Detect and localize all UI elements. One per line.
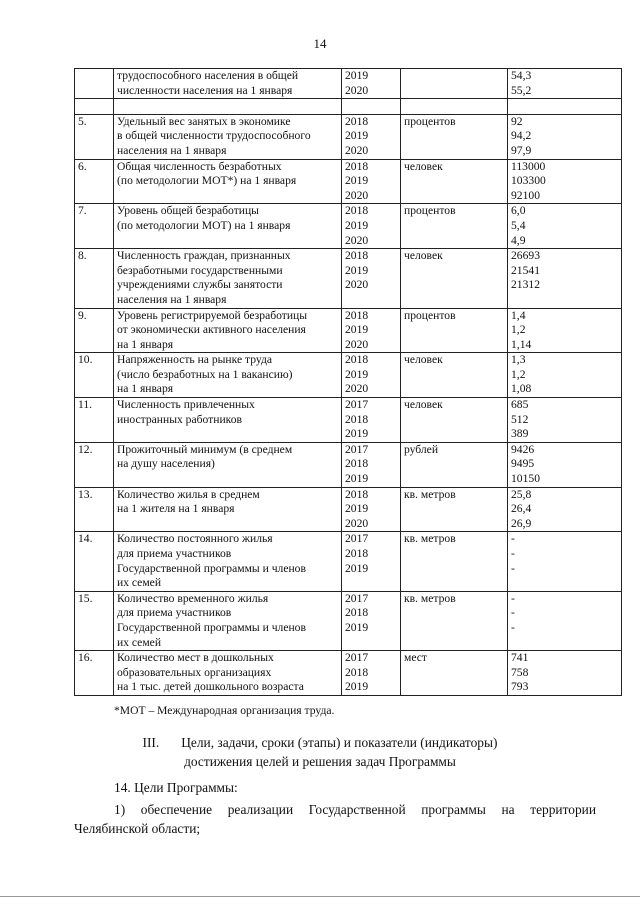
indicator-values-line: 389 bbox=[511, 427, 529, 441]
row-number bbox=[75, 69, 114, 99]
indicator-years-line: 2018 bbox=[345, 665, 369, 679]
goal-item-1: 1) обеспечение реализации Государственной программы на территории Челябинской области; bbox=[74, 802, 596, 836]
indicator-values-line bbox=[511, 99, 618, 114]
indicator-values bbox=[508, 398, 622, 443]
indicator-values-line: - bbox=[511, 532, 515, 546]
indicator-years-line: 2018 bbox=[345, 487, 369, 501]
indicator-values-line: 741 bbox=[511, 651, 529, 665]
indicator-years-line: 2020 bbox=[345, 516, 369, 530]
indicator-name-line: образовательных организациях bbox=[117, 665, 272, 679]
table-row bbox=[75, 204, 622, 249]
table-row bbox=[75, 99, 622, 115]
indicator-unit bbox=[401, 69, 508, 99]
indicator-name-line: Удельный вес занятых в экономике bbox=[117, 114, 291, 128]
indicator-years-line: 2018 bbox=[345, 547, 369, 560]
indicator-values-line: 9495 bbox=[511, 457, 535, 471]
indicator-name-line: учреждениями службы занятости bbox=[117, 278, 283, 292]
indicator-unit: мест bbox=[401, 651, 508, 696]
indicator-values-line: 512 bbox=[511, 412, 529, 426]
section-title-line-2: достижения целей и решения задач Программы bbox=[184, 754, 456, 769]
indicator-values bbox=[508, 249, 622, 308]
indicator-years-line: 2019 bbox=[345, 69, 369, 82]
indicator-name-line: (по методологии МОТ) на 1 января bbox=[117, 218, 291, 232]
indicator-years-line bbox=[345, 99, 397, 114]
indicator-values-line: 1,2 bbox=[511, 323, 526, 337]
row-number: 5. bbox=[75, 114, 114, 159]
indicator-years-line: 2019 bbox=[345, 323, 369, 337]
table-row bbox=[75, 249, 622, 308]
indicator-name bbox=[114, 398, 342, 443]
indicator-name bbox=[114, 308, 342, 353]
table-row bbox=[75, 398, 622, 443]
indicator-years-line: 2018 bbox=[345, 114, 369, 128]
indicator-years-line: 2020 bbox=[345, 188, 369, 202]
row-number: 13. bbox=[75, 487, 114, 532]
indicator-name-line: их семей bbox=[117, 576, 162, 590]
indicator-years-line: 2018 bbox=[345, 308, 369, 322]
table-row bbox=[75, 487, 622, 532]
indicator-values bbox=[508, 159, 622, 204]
indicator-unit: процентов bbox=[401, 114, 508, 159]
indicator-name-line: на душу населения) bbox=[117, 457, 215, 471]
row-number: 12. bbox=[75, 442, 114, 487]
indicator-values-line: 25,8 bbox=[511, 487, 532, 501]
indicator-years-line: 2018 bbox=[345, 606, 369, 620]
indicator-name-line: для приема участников bbox=[117, 547, 232, 560]
indicator-years bbox=[342, 308, 401, 353]
indicator-unit: человек bbox=[401, 353, 508, 398]
indicator-name-line: Количество жилья в среднем bbox=[117, 487, 260, 501]
table-row bbox=[75, 353, 622, 398]
indicator-name-line: населения на 1 января bbox=[117, 143, 227, 157]
indicator-values-line: 1,08 bbox=[511, 382, 532, 396]
row-number: 10. bbox=[75, 353, 114, 398]
indicator-name-line: на 1 января bbox=[117, 337, 174, 351]
indicator-name bbox=[114, 69, 342, 99]
indicator-name-line: на 1 жителя на 1 января bbox=[117, 502, 235, 516]
indicator-values-line: 55,2 bbox=[511, 83, 532, 97]
indicator-years-line: 2020 bbox=[345, 337, 369, 351]
indicator-values-line: 685 bbox=[511, 398, 529, 412]
row-number: 8. bbox=[75, 249, 114, 308]
indicator-values-line: 26693 bbox=[511, 249, 540, 263]
indicator-values-line: 1,14 bbox=[511, 337, 532, 351]
indicator-years-line: 2018 bbox=[345, 204, 369, 218]
indicator-years-line: 2017 bbox=[345, 591, 369, 605]
indicator-years-line: 2019 bbox=[345, 620, 369, 634]
section-heading-line-1 bbox=[0, 733, 640, 752]
indicator-name-line bbox=[117, 99, 338, 114]
indicator-years bbox=[342, 204, 401, 249]
indicator-values-line: 92100 bbox=[511, 188, 540, 202]
indicator-values-line: 793 bbox=[511, 680, 529, 694]
table-row bbox=[75, 442, 622, 487]
indicator-years bbox=[342, 532, 401, 591]
indicator-years-line: 2020 bbox=[345, 382, 369, 396]
indicator-values bbox=[508, 487, 622, 532]
indicator-name bbox=[114, 204, 342, 249]
indicator-years bbox=[342, 69, 401, 99]
indicator-name-line: от экономически активного населения bbox=[117, 323, 306, 337]
section-title-line-1: Цели, задачи, сроки (этапы) и показатели (индикаторы) bbox=[181, 735, 498, 750]
indicator-years-line: 2017 bbox=[345, 398, 369, 412]
indicator-values bbox=[508, 114, 622, 159]
indicator-unit: процентов bbox=[401, 308, 508, 353]
indicator-years-line: 2018 bbox=[345, 457, 369, 471]
indicator-values bbox=[508, 99, 622, 115]
table-row bbox=[75, 591, 622, 650]
indicator-values bbox=[508, 442, 622, 487]
row-number bbox=[75, 99, 114, 115]
indicator-unit: процентов bbox=[401, 204, 508, 249]
indicator-years-line: 2018 bbox=[345, 353, 369, 367]
indicator-years bbox=[342, 114, 401, 159]
table-row bbox=[75, 651, 622, 696]
row-number: 15. bbox=[75, 591, 114, 650]
footnote: *МОТ – Международная организация труда. bbox=[114, 704, 335, 717]
indicator-years-line: 2020 bbox=[345, 83, 369, 97]
indicator-years-line: 2017 bbox=[345, 651, 369, 665]
indicator-name-line: Напряженность на рынке труда bbox=[117, 353, 272, 367]
table-row bbox=[75, 532, 622, 591]
indicator-values-line: 10150 bbox=[511, 472, 540, 486]
indicator-unit: человек bbox=[401, 249, 508, 308]
indicator-unit: человек bbox=[401, 159, 508, 204]
indicator-years-line: 2019 bbox=[345, 218, 369, 232]
indicator-name-line: Прожиточный минимум (в среднем bbox=[117, 442, 293, 456]
indicator-name-line: на 1 января bbox=[117, 382, 174, 396]
indicator-unit: кв. метров bbox=[401, 532, 508, 591]
page-number: 14 bbox=[313, 36, 327, 51]
indicator-values-line: 21312 bbox=[511, 278, 540, 292]
indicator-unit: кв. метров bbox=[401, 591, 508, 650]
indicator-years-line: 2019 bbox=[345, 561, 369, 575]
indicator-name-line: Уровень общей безработицы bbox=[117, 204, 259, 218]
indicator-name-line: численности населения на 1 января bbox=[117, 83, 293, 97]
indicator-years bbox=[342, 487, 401, 532]
indicator-years-line: 2019 bbox=[345, 174, 369, 188]
indicator-values-line: 4,9 bbox=[511, 233, 526, 247]
row-number: 16. bbox=[75, 651, 114, 696]
indicator-values-line: 6,0 bbox=[511, 204, 526, 218]
indicator-unit: кв. метров bbox=[401, 487, 508, 532]
indicator-years-line: 2019 bbox=[345, 427, 369, 441]
indicator-values-line: - bbox=[511, 620, 515, 634]
indicator-years bbox=[342, 353, 401, 398]
indicator-years-line: 2020 bbox=[345, 278, 369, 292]
indicator-years-line: 2019 bbox=[345, 367, 369, 381]
row-number: 14. bbox=[75, 532, 114, 591]
indicator-years-line: 2019 bbox=[345, 680, 369, 694]
indicator-name bbox=[114, 651, 342, 696]
indicator-years-line: 2019 bbox=[345, 472, 369, 486]
indicator-years bbox=[342, 591, 401, 650]
indicator-values bbox=[508, 651, 622, 696]
indicator-values-line: 5,4 bbox=[511, 218, 526, 232]
indicator-name bbox=[114, 532, 342, 591]
indicator-values-line: 113000 bbox=[511, 159, 546, 173]
section-number: III. bbox=[142, 735, 160, 750]
indicator-values-line: 94,2 bbox=[511, 129, 532, 143]
indicator-name bbox=[114, 442, 342, 487]
indicator-values-line: - bbox=[511, 561, 515, 575]
indicator-years-line: 2019 bbox=[345, 502, 369, 516]
indicator-values bbox=[508, 591, 622, 650]
indicator-years bbox=[342, 651, 401, 696]
indicator-values-line: 1,2 bbox=[511, 367, 526, 381]
indicator-years-line: 2017 bbox=[345, 532, 369, 546]
indicator-values-line: - bbox=[511, 606, 515, 620]
table-row bbox=[75, 69, 622, 99]
indicator-name-line: трудоспособного населения в общей bbox=[117, 69, 299, 82]
indicator-name-line: Численность граждан, признанных bbox=[117, 249, 291, 263]
indicator-values-line: - bbox=[511, 547, 515, 560]
indicator-years-line: 2020 bbox=[345, 233, 369, 247]
indicator-name bbox=[114, 353, 342, 398]
indicator-name-line: на 1 тыс. детей дошкольного возраста bbox=[117, 680, 304, 694]
indicator-name-line: (по методологии МОТ*) на 1 января bbox=[117, 174, 297, 188]
indicator-years bbox=[342, 99, 401, 115]
row-number: 9. bbox=[75, 308, 114, 353]
indicator-values-line: 92 bbox=[511, 114, 523, 128]
indicator-years-line: 2019 bbox=[345, 263, 369, 277]
indicator-name-line: Государственной программы и членов bbox=[117, 620, 306, 634]
indicator-years bbox=[342, 249, 401, 308]
indicator-name bbox=[114, 487, 342, 532]
table-row bbox=[75, 114, 622, 159]
row-number: 6. bbox=[75, 159, 114, 204]
indicator-values-line: 26,4 bbox=[511, 502, 532, 516]
indicator-values bbox=[508, 353, 622, 398]
indicator-name-line: Общая численность безработных bbox=[117, 159, 282, 173]
indicator-name-line: Количество постоянного жилья bbox=[117, 532, 273, 546]
indicator-values-line: 9426 bbox=[511, 442, 535, 456]
indicator-values-line: - bbox=[511, 591, 515, 605]
indicator-name bbox=[114, 99, 342, 115]
indicator-values-line: 758 bbox=[511, 665, 529, 679]
indicator-name-line: Численность привлеченных bbox=[117, 398, 255, 412]
indicator-name bbox=[114, 159, 342, 204]
indicator-years-line: 2020 bbox=[345, 143, 369, 157]
indicator-name-line: населения на 1 января bbox=[117, 292, 227, 306]
indicator-values bbox=[508, 308, 622, 353]
indicator-unit bbox=[401, 99, 508, 115]
indicator-name-line: для приема участников bbox=[117, 606, 232, 620]
page-bottom-rule bbox=[0, 896, 640, 897]
indicator-years-line: 2018 bbox=[345, 249, 369, 263]
indicator-name-line: Количество временного жилья bbox=[117, 591, 269, 605]
indicator-values-line: 26,9 bbox=[511, 516, 532, 530]
indicator-name-line: (число безработных на 1 вакансию) bbox=[117, 367, 293, 381]
indicator-name-line: Государственной программы и членов bbox=[117, 561, 306, 575]
indicator-name bbox=[114, 591, 342, 650]
indicators-table bbox=[74, 68, 622, 696]
indicator-values-line: 1,3 bbox=[511, 353, 526, 367]
indicator-name-line: Количество мест в дошкольных bbox=[117, 651, 274, 665]
indicator-unit: рублей bbox=[401, 442, 508, 487]
row-number: 11. bbox=[75, 398, 114, 443]
indicator-years-line: 2018 bbox=[345, 412, 369, 426]
row-number: 7. bbox=[75, 204, 114, 249]
indicator-name-line: в общей численности трудоспособного bbox=[117, 129, 311, 143]
indicator-values-line: 1,4 bbox=[511, 308, 526, 322]
table-row bbox=[75, 308, 622, 353]
indicator-unit: человек bbox=[401, 398, 508, 443]
indicator-name-line: их семей bbox=[117, 635, 162, 649]
section-heading bbox=[0, 733, 640, 771]
indicator-name-line: Уровень регистрируемой безработицы bbox=[117, 308, 308, 322]
table-row bbox=[75, 159, 622, 204]
indicator-name-line: безработными государственными bbox=[117, 263, 283, 277]
indicator-name bbox=[114, 249, 342, 308]
indicator-values-line: 103300 bbox=[511, 174, 546, 188]
indicator-values-line: 54,3 bbox=[511, 69, 532, 82]
indicator-name bbox=[114, 114, 342, 159]
indicator-years bbox=[342, 442, 401, 487]
indicator-name-line: иностранных работников bbox=[117, 412, 242, 426]
goals-title: 14. Цели Программы: bbox=[114, 780, 238, 795]
indicator-values bbox=[508, 532, 622, 591]
indicator-values bbox=[508, 69, 622, 99]
indicator-years bbox=[342, 398, 401, 443]
indicator-values bbox=[508, 204, 622, 249]
indicator-years bbox=[342, 159, 401, 204]
indicator-years-line: 2019 bbox=[345, 129, 369, 143]
indicator-values-line: 97,9 bbox=[511, 143, 532, 157]
indicator-years-line: 2018 bbox=[345, 159, 369, 173]
indicator-values-line: 21541 bbox=[511, 263, 540, 277]
indicator-years-line: 2017 bbox=[345, 442, 369, 456]
